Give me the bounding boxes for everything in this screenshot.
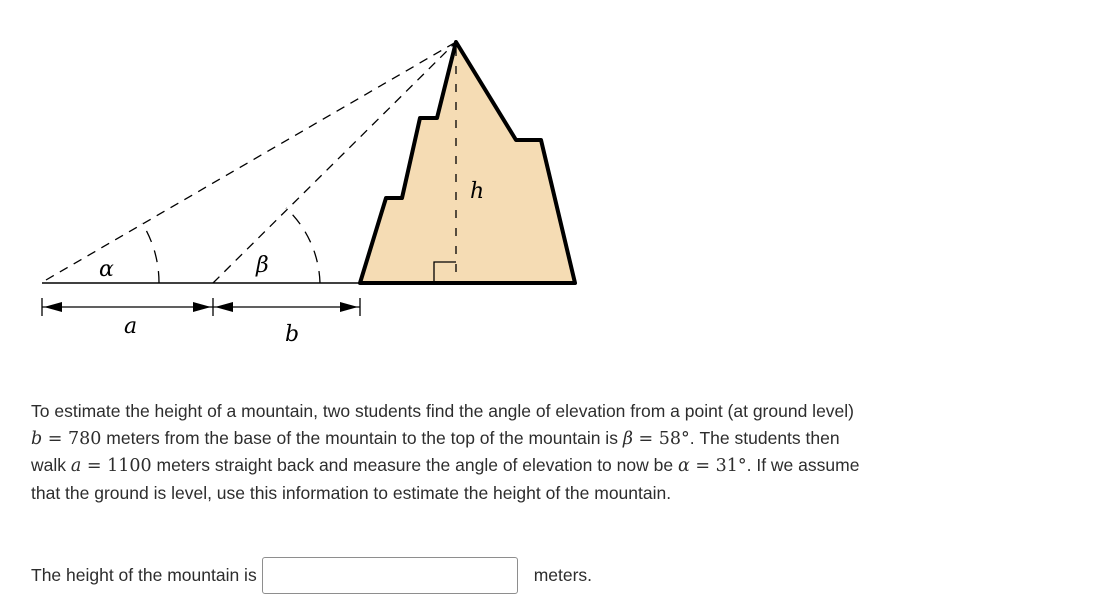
h-label: h xyxy=(470,179,485,204)
equals-1: = xyxy=(42,428,68,449)
a-label: a xyxy=(124,314,138,339)
equals-4: = xyxy=(689,456,716,476)
equals-2: = xyxy=(632,428,659,449)
beta-label: β xyxy=(256,253,269,278)
height-answer-input[interactable] xyxy=(262,557,518,594)
value-a: 1100 xyxy=(107,456,152,476)
value-b: 780 xyxy=(68,428,102,449)
problem-text-4: meters straight back and measure the angle of elevation to now be xyxy=(151,455,678,475)
answer-row xyxy=(31,557,592,594)
var-alpha: α xyxy=(677,456,690,476)
problem-text-3: . The students then walk xyxy=(31,427,840,475)
var-beta: β xyxy=(622,428,633,449)
var-b: b xyxy=(31,428,43,449)
answer-prompt: The height of the mountain is xyxy=(31,565,257,585)
var-a: a xyxy=(70,456,82,476)
value-beta: 58° xyxy=(658,428,690,449)
problem-statement xyxy=(31,398,861,506)
equals-3: = xyxy=(81,456,108,476)
distance-b-arrow-right xyxy=(340,302,358,312)
value-alpha: 31° xyxy=(715,456,747,476)
distance-a-arrow-right xyxy=(193,302,211,312)
distance-b-arrow-left xyxy=(215,302,233,312)
problem-text-5: . If we assume that the ground is level, use this information to estimate the height of the mountain. xyxy=(31,455,860,503)
mountain-shape xyxy=(360,42,575,283)
beta-arc xyxy=(286,208,320,283)
alpha-arc xyxy=(142,223,159,283)
b-label: b xyxy=(285,322,300,347)
distance-a-arrow-left xyxy=(44,302,62,312)
alpha-label: α xyxy=(99,257,114,282)
answer-units: meters. xyxy=(533,565,593,585)
problem-text-2: meters from the base of the mountain to the top of the mountain is xyxy=(101,427,623,448)
problem-text-1: To estimate the height of a mountain, two students find the angle of elevation from a point (at ground level) xyxy=(31,401,854,421)
